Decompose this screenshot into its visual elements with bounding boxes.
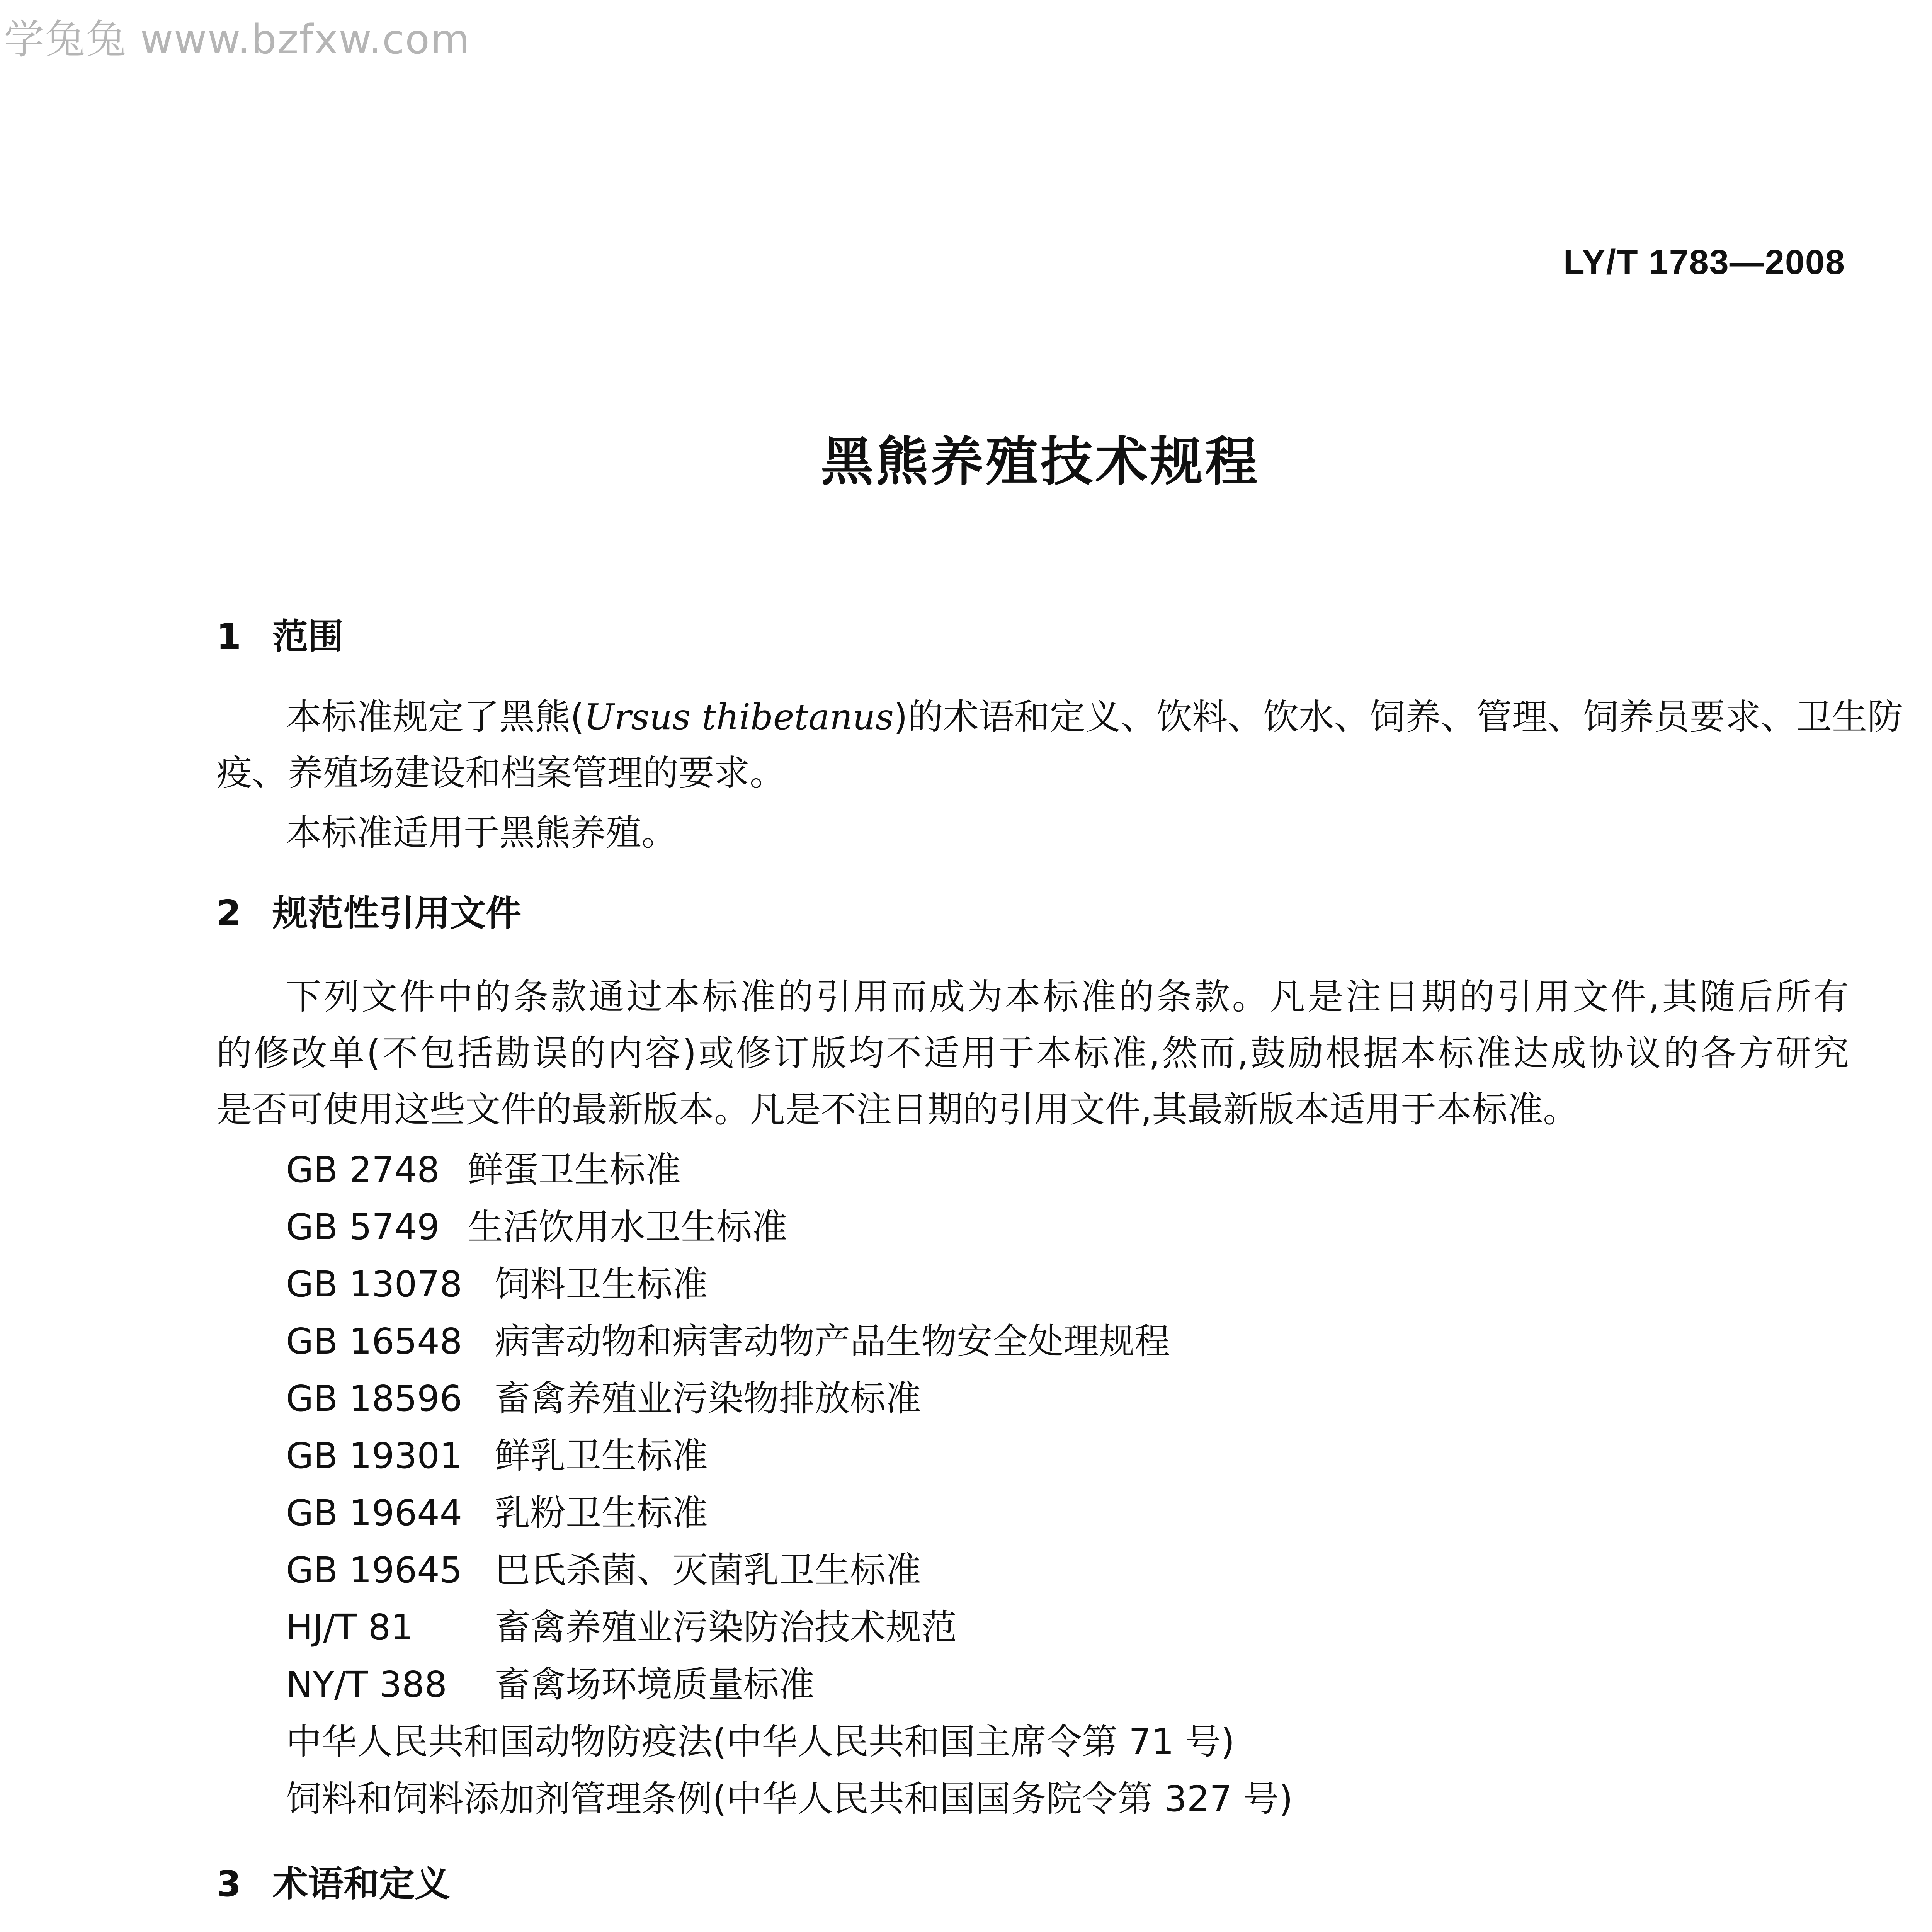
s2-paragraph-line: 是否可使用这些文件的最新版本。凡是不注日期的引用文件,其最新版本适用于本标准。 — [216, 1089, 1579, 1130]
s1-paragraph-line — [286, 696, 1903, 738]
s2-paragraph-line: 的修改单(不包括勘误的内容)或修订版均不适用于本标准,然而,鼓励根据本标准达成协议的各方研究 — [216, 1032, 1849, 1074]
reference-item — [286, 1549, 922, 1591]
reference-name: 乳粉卫生标准 — [495, 1492, 708, 1534]
reference-name: 畜禽养殖业污染物排放标准 — [495, 1378, 922, 1419]
reference-code: GB 19644 — [286, 1492, 463, 1534]
reference-code: HJ/T 81 — [286, 1607, 413, 1648]
s1-scope-line: 本标准适用于黑熊养殖。 — [286, 812, 677, 854]
reference-name: 畜禽场环境质量标准 — [495, 1664, 815, 1705]
reference-code: GB 16548 — [286, 1321, 463, 1362]
reference-code: GB 13078 — [286, 1264, 463, 1305]
reference-code: GB 18596 — [286, 1378, 463, 1419]
reference-item — [286, 1264, 708, 1305]
section-2-heading — [216, 893, 522, 934]
standard-code: LY/T 1783—2008 — [1563, 243, 1845, 282]
reference-code: GB 19301 — [286, 1435, 463, 1476]
reference-code: GB 19645 — [286, 1549, 463, 1591]
section-3-heading — [216, 1863, 451, 1905]
reference-item — [286, 1435, 708, 1476]
reference-name: 鲜蛋卫生标准 — [468, 1149, 681, 1190]
section-title: 术语和定义 — [272, 1863, 451, 1905]
reference-name: 生活饮用水卫生标准 — [468, 1206, 788, 1248]
law-reference: 中华人民共和国动物防疫法(中华人民共和国主席令第 71 号) — [286, 1721, 1235, 1762]
text-run: 本标准规定了黑熊( — [286, 696, 584, 738]
section-1-heading — [216, 616, 344, 657]
reference-item — [286, 1492, 708, 1534]
s1-paragraph-line: 疫、养殖场建设和档案管理的要求。 — [216, 752, 786, 794]
section-number: 1 — [216, 616, 242, 657]
section-number: 2 — [216, 893, 242, 934]
reference-code: GB 5749 — [286, 1206, 440, 1248]
s2-paragraph-line: 下列文件中的条款通过本标准的引用而成为本标准的条款。凡是注日期的引用文件,其随后所有 — [286, 976, 1849, 1017]
section-number: 3 — [216, 1863, 242, 1905]
reference-code: NY/T 388 — [286, 1664, 447, 1705]
reference-name: 鲜乳卫生标准 — [495, 1435, 708, 1476]
reference-item — [286, 1149, 681, 1190]
reference-item — [286, 1206, 788, 1248]
reference-item — [286, 1378, 922, 1419]
watermark: 学兔兔 www.bzfxw.com — [4, 16, 471, 63]
section-title: 规范性引用文件 — [272, 893, 522, 934]
reference-name: 巴氏杀菌、灭菌乳卫生标准 — [495, 1549, 922, 1591]
law-reference: 饲料和饲料添加剂管理条例(中华人民共和国国务院令第 327 号) — [286, 1778, 1293, 1820]
latin-name: Ursus thibetanus — [584, 696, 894, 738]
reference-item — [286, 1321, 1170, 1362]
page-title: 黑熊养殖技术规程 — [821, 432, 1260, 493]
reference-item — [286, 1607, 957, 1648]
reference-item — [286, 1664, 815, 1705]
text-run: )的术语和定义、饮料、饮水、饲养、管理、饲养员要求、卫生防 — [893, 696, 1903, 738]
reference-name: 病害动物和病害动物产品生物安全处理规程 — [495, 1321, 1170, 1362]
reference-name: 饲料卫生标准 — [495, 1264, 708, 1305]
section-title: 范围 — [272, 616, 344, 657]
reference-code: GB 2748 — [286, 1149, 440, 1190]
reference-name: 畜禽养殖业污染防治技术规范 — [495, 1607, 957, 1648]
